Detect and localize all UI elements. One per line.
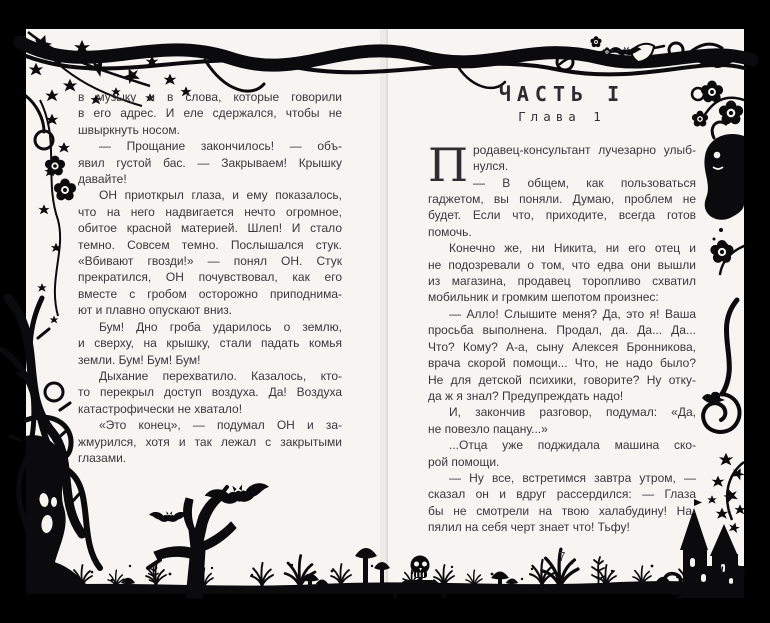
text-line: — Алло! Слышите меня? Да, это я! Ваша bbox=[449, 306, 696, 321]
text-line: в его адрес. И еле сдержался, чтобы не bbox=[78, 106, 342, 121]
paragraph bbox=[428, 404, 696, 437]
text-line: давайте! bbox=[78, 172, 127, 187]
page-gutter-line bbox=[386, 28, 388, 594]
text-line: и сверху, на крышку, стали падать комья bbox=[78, 336, 342, 351]
text-line: ОН приоткрыл глаза, и ему показалось, bbox=[99, 188, 342, 203]
page-number: 7 bbox=[558, 549, 566, 564]
paragraph bbox=[78, 187, 342, 318]
text-line: жмурился, хотя и так лежал с закрытыми bbox=[78, 434, 342, 449]
text-line: не повезло пацану...» bbox=[428, 421, 548, 436]
text-line: сказал он и вдруг рассердился: — Глаза bbox=[428, 487, 696, 502]
text-line: Конечно же, ни Никита, ни его отец и bbox=[449, 241, 696, 256]
paragraph bbox=[428, 470, 696, 536]
text-line: «Это конец», — подумал ОН и за- bbox=[99, 418, 342, 433]
text-line: нулся. bbox=[473, 159, 509, 174]
right-page-text bbox=[428, 137, 696, 536]
left-page-text bbox=[78, 89, 342, 466]
text-line: из магазина, продавец торопливо схватил bbox=[428, 274, 696, 289]
text-line: врача скорой помощи... Что, не надо было? bbox=[428, 356, 696, 371]
text-line: «Вбивают гвозди!» — понял ОН. Стук bbox=[78, 254, 342, 269]
part-heading: ЧАСТЬ I bbox=[498, 82, 626, 106]
text-line: земли. Бум! Бум! Бум! bbox=[78, 352, 201, 367]
text-line: швыркнуть носом. bbox=[78, 122, 180, 137]
text-line: Бум! Дно гроба ударилось о землю, bbox=[99, 319, 342, 334]
text-line: просьба выполнена. Продал, да. Да... Да... bbox=[428, 323, 696, 338]
text-line: Не для детской психики, говорите? Ну отку- bbox=[428, 372, 696, 387]
text-line: вместе с гробом осторожно приподнима- bbox=[78, 286, 342, 301]
right-page-body bbox=[428, 137, 696, 536]
text-line: да ж я знал? Предупреждать надо! bbox=[428, 388, 624, 403]
text-line: в музыку и в слова, которые говорили bbox=[78, 90, 342, 104]
paragraph bbox=[428, 306, 696, 404]
text-line: гаджетом, вы поняли. Думаю, проблем не bbox=[428, 192, 696, 207]
paragraph bbox=[428, 437, 696, 470]
paragraph bbox=[428, 240, 696, 306]
text-line: глазами. bbox=[78, 450, 127, 465]
text-line: — Ну все, встретимся завтра утром, — bbox=[449, 470, 696, 485]
text-line: будет. Если что, приходите, всегда готов bbox=[428, 208, 696, 223]
text-line: помочь. bbox=[428, 224, 472, 239]
paragraph bbox=[78, 138, 342, 187]
right-page bbox=[428, 82, 696, 565]
page-gutter bbox=[380, 28, 387, 594]
text-line: прекратился, ОН почувствовал, как его bbox=[78, 270, 342, 285]
drop-cap: П bbox=[428, 137, 469, 192]
paragraph bbox=[78, 417, 342, 466]
paragraph bbox=[78, 89, 342, 138]
text-line: катастрофически не хватало! bbox=[78, 401, 243, 416]
text-line: рой помощи. bbox=[428, 454, 500, 469]
text-line: обитое красной материей. Шлеп! И стало bbox=[78, 221, 342, 236]
text-line: не подозревали о том, что едва они вышли bbox=[428, 257, 696, 272]
text-line: ют и плавно опускают вниз. bbox=[78, 303, 233, 318]
text-line: темно. Совсем темно. Послышался стук. bbox=[78, 237, 342, 252]
text-line: бы не смотрели на твою халабудину! На- bbox=[428, 503, 696, 518]
text-line: пялил на себя черт знает что! Тьфу! bbox=[428, 520, 630, 535]
text-line: явил густой бас. — Закрываем! Крышку bbox=[78, 155, 342, 170]
paragraph bbox=[78, 319, 342, 368]
paragraph bbox=[78, 368, 342, 417]
text-line: — Прощание закончилось! — объ- bbox=[99, 139, 342, 154]
text-line: Дыхание перехватило. Казалось, кто- bbox=[99, 368, 342, 383]
text-line: Что? Кому? А-а, сыну Алексея Бронникова, bbox=[428, 339, 696, 354]
text-line: мобильник и громким шепотом произнес: bbox=[428, 290, 659, 305]
chapter-heading: Глава 1 bbox=[518, 109, 606, 125]
text-line: ...Отца уже поджидала машина ско- bbox=[449, 438, 696, 453]
text-line: родавец-консультант лучезарно улыб- bbox=[473, 142, 696, 157]
text-line: И, закончив разговор, подумал: «Да, bbox=[449, 405, 696, 420]
text-line: — В общем, как пользоваться bbox=[473, 175, 696, 190]
text-line: то перекрыл доступ воздуха. Да! Воздуха bbox=[78, 385, 342, 400]
text-line: что на него надвигается нечто огромное, bbox=[78, 204, 342, 219]
